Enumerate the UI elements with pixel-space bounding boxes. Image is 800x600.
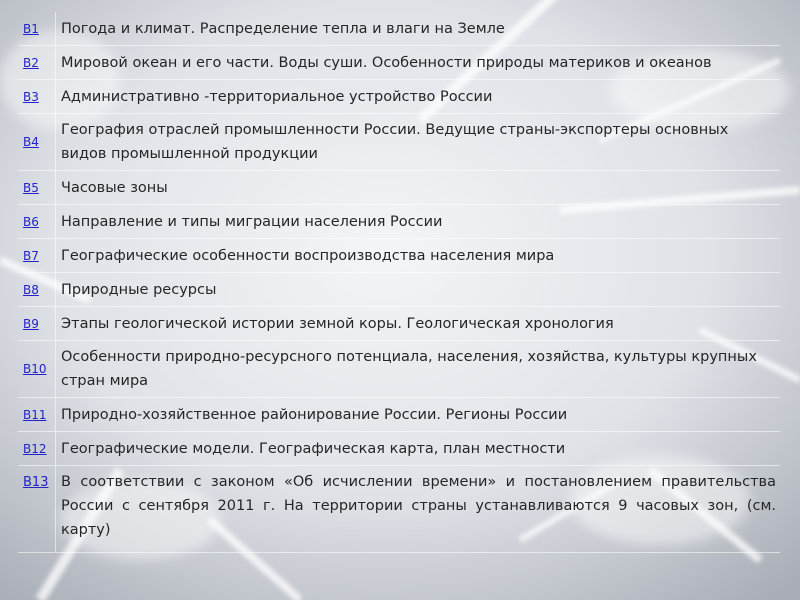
topic-description: Административно -территориальное устройство России xyxy=(61,88,493,105)
table-row xyxy=(18,205,780,239)
topic-code-link[interactable]: В1 xyxy=(23,21,39,36)
topic-code-link[interactable]: В12 xyxy=(23,441,47,456)
table-row xyxy=(18,239,780,273)
table-row xyxy=(18,46,780,80)
topics-table xyxy=(18,12,780,553)
topic-code-link[interactable]: В6 xyxy=(23,214,39,229)
topic-description: В соответствии с законом «Об исчислении времени» и постановлением правительства России с сентября 2011 г. На территории страны устанавливаются 9 часовых зон, (см. карту) xyxy=(61,474,776,538)
table-row xyxy=(18,273,780,307)
topic-description: Этапы геологической истории земной коры. Геологическая хронология xyxy=(61,315,614,332)
topic-description: География отраслей промышленности России. Ведущие страны-экспортеры основных видов промышленной продукции xyxy=(61,122,729,162)
row-code-cell xyxy=(18,205,56,238)
topic-description: Географические особенности воспроизводства населения мира xyxy=(61,247,555,264)
topic-description: Особенности природно-ресурсного потенциала, населения, хозяйства, культуры крупных стран мира xyxy=(61,349,757,389)
topic-code-link[interactable]: В5 xyxy=(23,180,39,195)
table-row xyxy=(18,398,780,432)
topic-code-link[interactable]: В8 xyxy=(23,282,39,297)
table-row xyxy=(18,341,780,398)
row-code-cell xyxy=(18,432,56,465)
row-code-cell xyxy=(18,171,56,204)
topic-description: Направление и типы миграции населения России xyxy=(61,213,443,230)
topic-code-link[interactable]: В7 xyxy=(23,248,39,263)
topic-code-link[interactable]: В3 xyxy=(23,89,39,104)
row-code-cell xyxy=(18,273,56,306)
topic-code-link[interactable]: В13 xyxy=(23,475,49,490)
row-code-cell xyxy=(18,12,56,45)
row-code-cell xyxy=(18,341,56,397)
topic-code-link[interactable]: В4 xyxy=(23,135,39,149)
topic-code-link[interactable]: В11 xyxy=(23,407,47,422)
table-row xyxy=(18,114,780,171)
topic-description: Географические модели. Географическая карта, план местности xyxy=(61,440,566,457)
table-row xyxy=(18,171,780,205)
row-code-cell xyxy=(18,398,56,431)
table-row xyxy=(18,12,780,46)
topic-code-link[interactable]: В2 xyxy=(23,55,39,70)
topic-code-link[interactable]: В9 xyxy=(23,316,39,331)
topic-description: Мировой океан и его части. Воды суши. Особенности природы материков и океанов xyxy=(61,54,712,71)
table-row xyxy=(18,466,780,553)
table-row xyxy=(18,432,780,466)
topic-description: Природно-хозяйственное районирование России. Регионы России xyxy=(61,406,568,423)
row-code-cell xyxy=(18,114,56,170)
topic-description: Природные ресурсы xyxy=(61,281,217,298)
row-code-cell xyxy=(18,80,56,113)
row-code-cell xyxy=(18,239,56,272)
topic-description: Часовые зоны xyxy=(61,179,168,196)
table-row xyxy=(18,307,780,341)
topic-description: Погода и климат. Распределение тепла и влаги на Земле xyxy=(61,20,505,37)
row-code-cell xyxy=(18,46,56,79)
table-row xyxy=(18,80,780,114)
row-code-cell xyxy=(18,466,56,552)
row-code-cell xyxy=(18,307,56,340)
topic-code-link[interactable]: В10 xyxy=(23,362,47,376)
